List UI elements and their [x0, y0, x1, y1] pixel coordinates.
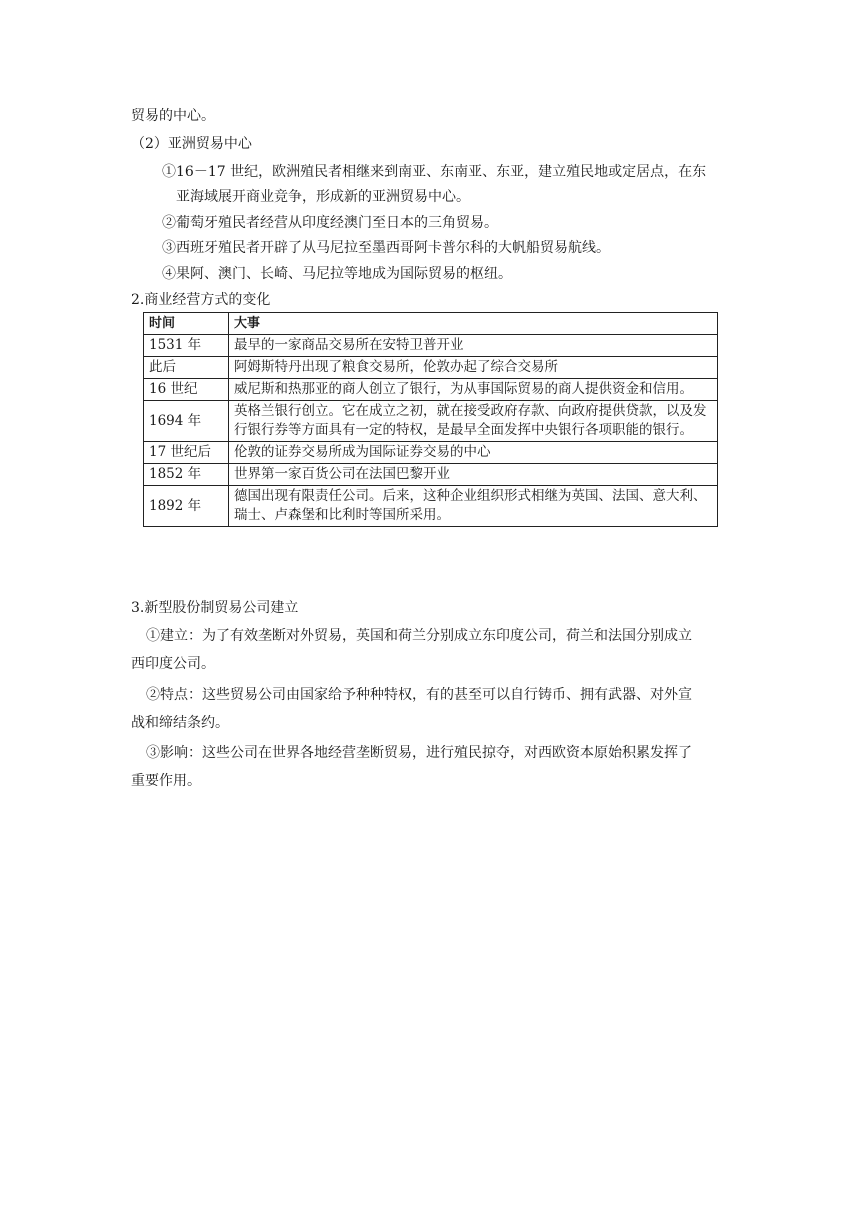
section-3-item-2-line-2: 战和缔结条约。 [131, 715, 229, 731]
asia-item-1-line-1: ①16－17 世纪，欧洲殖民者相继来到南亚、东南亚、东亚，建立殖民地或定居点，在东 [162, 164, 707, 180]
row-time: 1892 年 [144, 486, 229, 527]
table-row [144, 379, 718, 401]
table-row [144, 486, 718, 527]
paragraph-tail: 贸易的中心。 [131, 108, 215, 124]
asia-item-2: ②葡萄牙殖民者经营从印度经澳门至日本的三角贸易。 [162, 215, 498, 231]
table-header-row [144, 313, 718, 335]
table-row [144, 464, 718, 486]
row-time: 1852 年 [144, 464, 229, 486]
events-table [143, 312, 718, 527]
asia-item-1-line-2: 亚海域展开商业竞争，形成新的亚洲贸易中心。 [176, 189, 470, 205]
section-3-item-3-line-2: 重要作用。 [131, 773, 201, 789]
row-event: 威尼斯和热那亚的商人创立了银行，为从事国际贸易的商人提供资金和信用。 [229, 379, 718, 401]
section-3-item-1-line-1: ①建立：为了有效垄断对外贸易，英国和荷兰分别成立东印度公司，荷兰和法国分别成立 [146, 628, 692, 644]
row-time: 1531 年 [144, 335, 229, 357]
section-2-heading: 2.商业经营方式的变化 [131, 292, 271, 308]
row-time: 16 世纪 [144, 379, 229, 401]
section-3-heading: 3.新型股份制贸易公司建立 [131, 600, 299, 616]
row-event: 英格兰银行创立。它在成立之初，就在接受政府存款、向政府提供贷款，以及发行银行券等方面具有一定的特权，是最早全面发挥中央银行各项职能的银行。 [229, 401, 718, 442]
row-event: 最早的一家商品交易所在安特卫普开业 [229, 335, 718, 357]
header-time: 时间 [144, 313, 229, 335]
section-3-item-3-line-1: ③影响：这些公司在世界各地经营垄断贸易，进行殖民掠夺，对西欧资本原始积累发挥了 [146, 745, 692, 761]
row-time: 1694 年 [144, 401, 229, 442]
row-time: 此后 [144, 357, 229, 379]
section-3-item-1-line-2: 西印度公司。 [131, 656, 215, 672]
row-event: 阿姆斯特丹出现了粮食交易所，伦敦办起了综合交易所 [229, 357, 718, 379]
row-event: 世界第一家百货公司在法国巴黎开业 [229, 464, 718, 486]
asia-item-4: ④果阿、澳门、长崎、马尼拉等地成为国际贸易的枢纽。 [162, 266, 512, 282]
table-row [144, 335, 718, 357]
table-row [144, 401, 718, 442]
table-row [144, 357, 718, 379]
row-event: 德国出现有限责任公司。后来，这种企业组织形式相继为英国、法国、意大利、瑞士、卢森堡和比利时等国所采用。 [229, 486, 718, 527]
row-event: 伦敦的证券交易所成为国际证券交易的中心 [229, 442, 718, 464]
header-event: 大事 [229, 313, 718, 335]
asia-heading: （2）亚洲贸易中心 [131, 136, 252, 152]
row-time: 17 世纪后 [144, 442, 229, 464]
asia-item-3: ③西班牙殖民者开辟了从马尼拉至墨西哥阿卡普尔科的大帆船贸易航线。 [162, 240, 610, 256]
section-3-item-2-line-1: ②特点：这些贸易公司由国家给予种种特权，有的甚至可以自行铸币、拥有武器、对外宣 [146, 687, 692, 703]
table-row [144, 442, 718, 464]
